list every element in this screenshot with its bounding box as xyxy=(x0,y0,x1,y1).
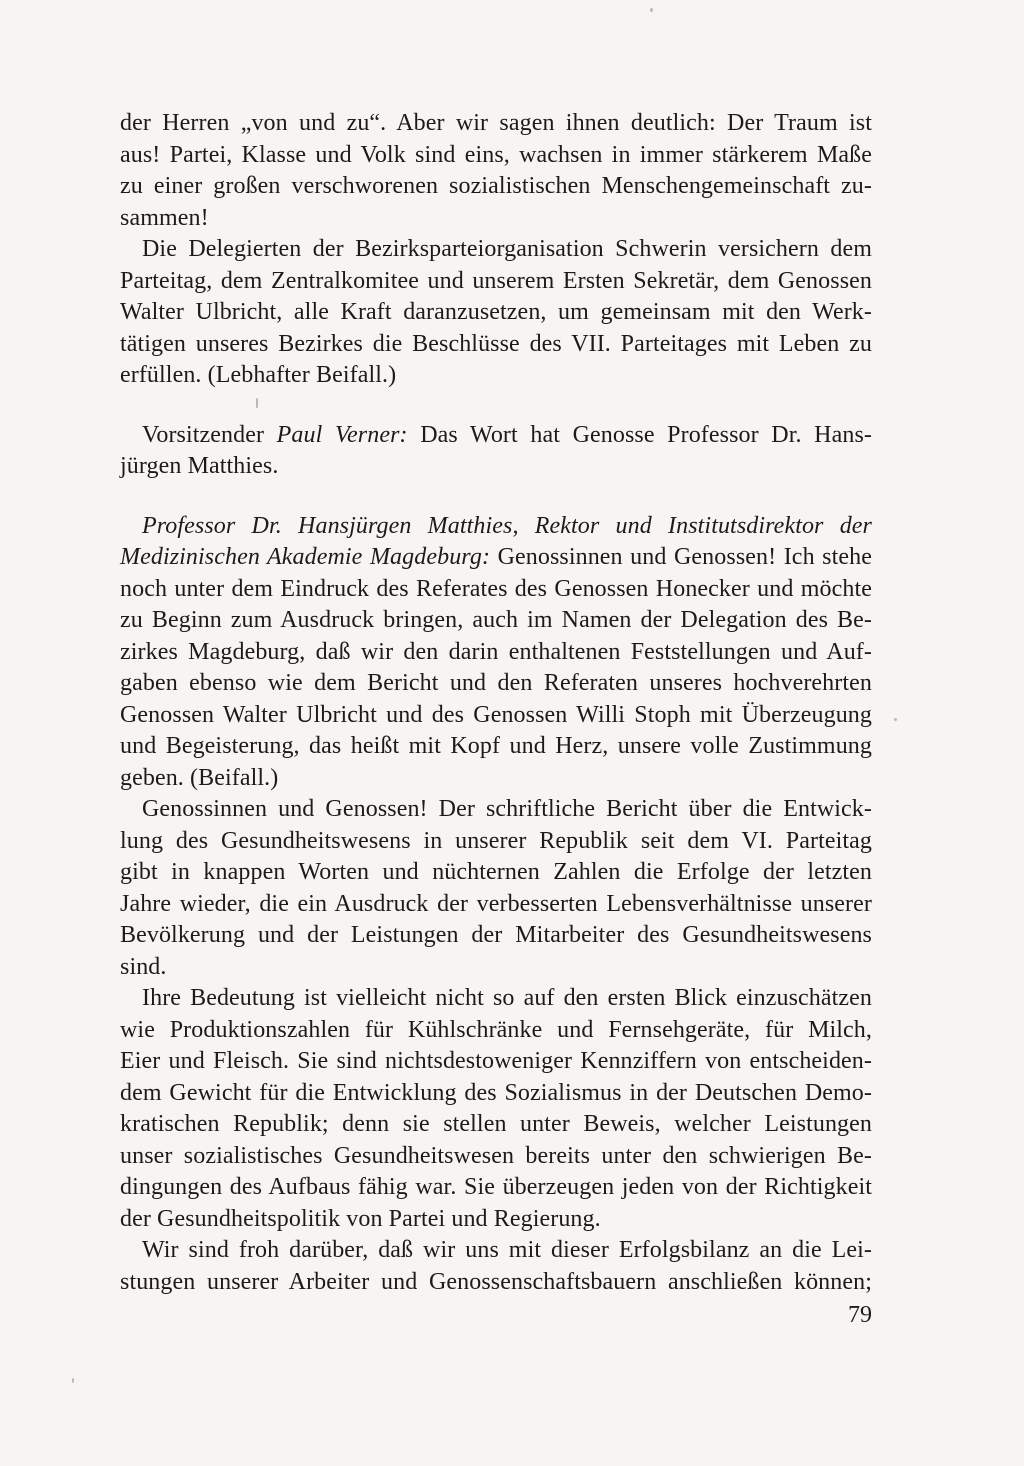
paper-speck xyxy=(894,718,897,721)
text-line: aus! Partei, Klasse und Volk sind eins, wachsen in immer stärkerem Maße xyxy=(120,141,872,168)
text-line: zu Beginn zum Ausdruck bringen, auch im Namen der Delegation des Be- xyxy=(120,607,872,633)
speaker-affiliation: Medizinischen Akademie Magdeburg: xyxy=(120,544,491,570)
text-line: zu einer großen verschworenen sozialistischen Menschengemeinschaft zu- xyxy=(120,173,872,199)
text-line: wie Produktionszahlen für Kühlschränke und Fernsehgeräte, für Milch, xyxy=(120,1016,872,1043)
text-line: erfüllen. (Lebhafter Beifall.) xyxy=(120,362,397,388)
line-suffix: Genossinnen und Genossen! Ich stehe xyxy=(490,544,872,570)
line-suffix: Das Wort hat Genosse Professor Dr. Hans- xyxy=(407,421,872,448)
text-line: Wir sind froh darüber, daß wir uns mit dieser Erfolgsbilanz an die Lei- xyxy=(142,1237,872,1263)
line-prefix: Vorsitzender xyxy=(142,421,277,448)
page-number: 79 xyxy=(848,1302,872,1328)
paragraph xyxy=(120,983,872,1235)
text-line: gaben ebenso wie dem Bericht und den Referaten unseres hochverehrten xyxy=(120,670,872,696)
text-line: geben. (Beifall.) xyxy=(120,764,279,791)
paragraph xyxy=(120,1235,872,1298)
text-line: lung des Gesundheitswesens in unserer Republik seit dem VI. Parteitag xyxy=(120,827,872,854)
text-line: dem Gewicht für die Entwicklung des Sozialismus in der Deutschen Demo- xyxy=(120,1079,872,1106)
text-line: Die Delegierten der Bezirksparteiorganisation Schwerin versichern dem xyxy=(142,236,872,262)
text-line: unser sozialistisches Gesundheitswesen bereits unter den schwierigen Be- xyxy=(120,1142,872,1169)
text-line xyxy=(120,542,872,574)
text-line: gibt in knappen Worten und nüchternen Zahlen die Erfolge der letzten xyxy=(120,859,872,885)
text-line: Parteitag, dem Zentralkomitee und unserem Ersten Sekretär, dem Genossen xyxy=(120,267,872,294)
text-line: Eier und Fleisch. Sie sind nichtsdestoweniger Kennziffern von entscheiden- xyxy=(120,1048,872,1074)
text-line: sind. xyxy=(120,953,167,980)
text-line: Ihre Bedeutung ist vielleicht nicht so auf den ersten Blick einzuschätzen xyxy=(142,985,872,1011)
text-line: stungen unserer Arbeiter und Genossenschaftsbauern anschließen können; xyxy=(120,1268,872,1295)
text-line: dingungen des Aufbaus fähig war. Sie überzeugen jeden von der Richtigkeit xyxy=(120,1174,872,1200)
text-line: Jahre wieder, die ein Ausdruck der verbesserten Lebensverhältnisse unserer xyxy=(120,890,872,917)
paragraph xyxy=(120,794,872,983)
section-gap xyxy=(120,483,872,511)
speech xyxy=(120,511,872,795)
text-line xyxy=(120,511,872,543)
section-gap xyxy=(120,392,872,420)
paper-speck xyxy=(256,398,258,408)
text-line: der Herren „von und zu“. Aber wir sagen ihnen deutlich: Der Traum ist xyxy=(120,110,872,136)
text-line: der Gesundheitspolitik von Partei und Regierung. xyxy=(120,1205,601,1232)
text-line: tätigen unseres Bezirkes die Beschlüsse des VII. Parteitages mit Leben zu xyxy=(120,330,872,357)
text-line: Genossinnen und Genossen! Der schriftliche Bericht über die Entwick- xyxy=(142,796,872,822)
text-line: Genossen Walter Ulbricht und des Genossen Willi Stoph mit Überzeugung xyxy=(120,701,872,728)
document-page xyxy=(120,108,872,1298)
text-line: zirkes Magdeburg, daß wir den darin enthaltenen Feststellungen und Auf- xyxy=(120,638,872,665)
text-line xyxy=(120,420,872,452)
text-line: sammen! xyxy=(120,204,209,231)
paper-speck xyxy=(650,8,653,12)
paragraph xyxy=(120,108,872,234)
paper-speck xyxy=(72,1378,74,1383)
text-line: noch unter dem Eindruck des Referates des Genossen Honecker und möchte xyxy=(120,575,872,602)
text-line: jürgen Matthies. xyxy=(120,453,279,479)
chair-statement xyxy=(120,420,872,483)
text-line: Bevölkerung und der Leistungen der Mitarbeiter des Gesundheitswesens xyxy=(120,922,872,948)
speaker-title: Professor Dr. Hansjürgen Matthies, Rektor und Institutsdirektor der xyxy=(142,512,872,539)
text-line: und Begeisterung, das heißt mit Kopf und Herz, unsere volle Zustimmung xyxy=(120,733,872,759)
text-line: Walter Ulbricht, alle Kraft daranzusetzen, um gemeinsam mit den Werk- xyxy=(120,299,872,325)
speaker-name: Paul Verner: xyxy=(276,421,408,448)
paragraph xyxy=(120,234,872,392)
text-line: kratischen Republik; denn sie stellen unter Beweis, welcher Leistungen xyxy=(120,1111,872,1137)
